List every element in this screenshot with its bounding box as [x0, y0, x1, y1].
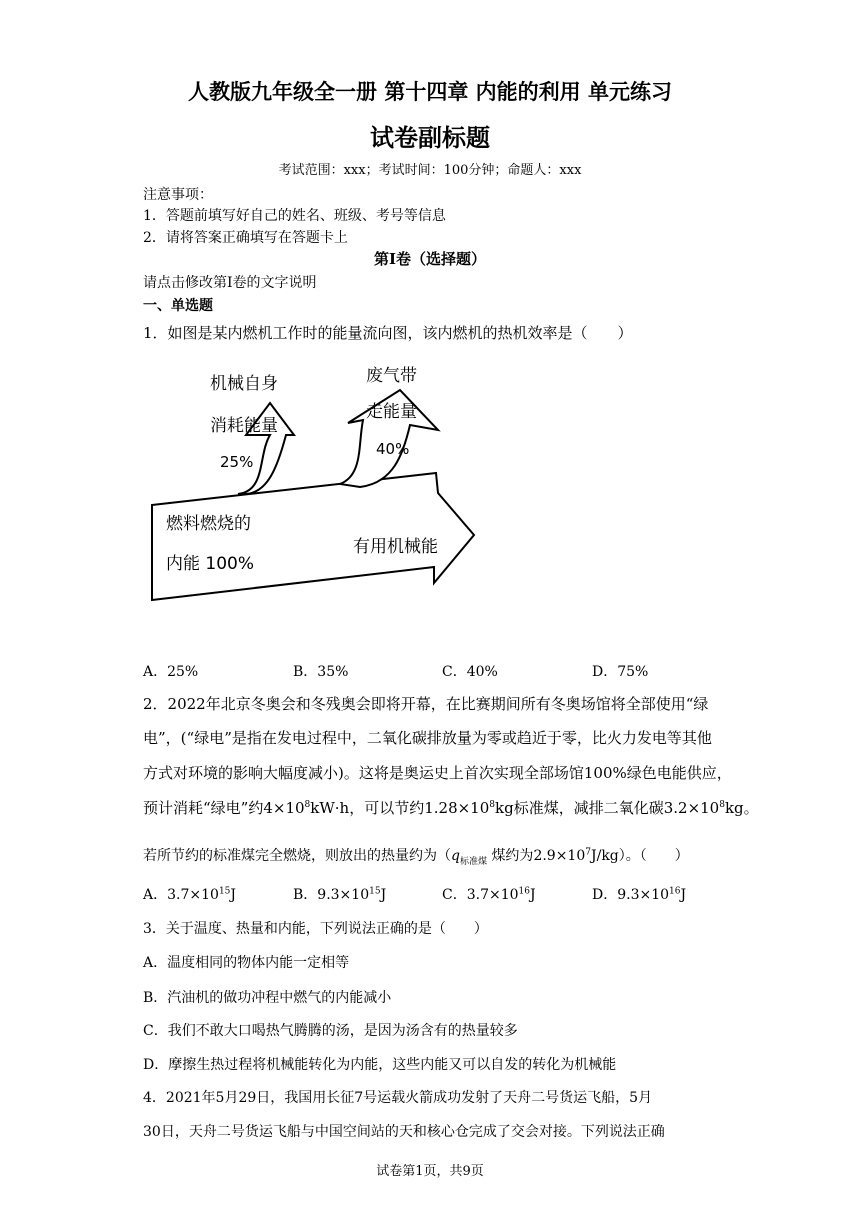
section-title: 第I卷（选择题）: [373, 250, 487, 268]
exhaust-percentage: 40%: [376, 440, 410, 458]
question-2-line3: 方式对环境的影响大幅度减小)。这将是奥运史上首次实现全部场馆100%绿色电能供应，: [143, 764, 732, 782]
notice-heading: 注意事项：: [143, 187, 213, 203]
q3-option-a: A．温度相同的物体内能一定相等: [143, 955, 350, 971]
q3-option-d: D．摩擦生热过程将机械能转化为内能，这些内能又可以自发的转化为机械能: [143, 1057, 617, 1073]
section-description: 请点击修改第I卷的文字说明: [143, 275, 317, 291]
energy-flow-diagram: [148, 355, 488, 610]
q2-option-c: C．$3.7\times 10^{16}J$: [442, 886, 536, 903]
q2-option-b: B．$9.3\times 10^{15}J$: [293, 886, 387, 903]
question-2-line4: 预计消耗“绿电”约$4\times 10^8kW\cdot h$，可以节约$1.28\times 10^8kg$标准煤，减排二氧化碳$3.2\times 10^8kg$。: [143, 799, 759, 817]
notice-item-1: 1．答题前填写好自己的姓名、班级、考号等信息: [143, 208, 446, 224]
question-2-line5: 若所节约的标准煤完全燃烧，则放出的热量约为（$q_{标准煤}$ 煤约为$2.9\times 10^7J/kg$）。（ ）: [143, 847, 689, 867]
question-4-line2: 30日，天舟二号货运飞船与中国空间站的天和核心仓完成了交会对接。下列说法正确: [143, 1124, 665, 1140]
question-4-line1: 4．2021年5月29日，我国用长征7号运载火箭成功发射了天舟二号货运飞船，5月: [143, 1090, 653, 1106]
page-footer: 试卷第1页，共9页: [376, 1164, 484, 1179]
exam-info: 考试范围：xxx；考试时间：100分钟；命题人：xxx: [278, 163, 582, 178]
question-2-line2: 电”，(“绿电”是指在发电过程中，二氧化碳排放量为零或趋近于零，比火力发电等其他: [143, 729, 712, 747]
q3-option-b: B．汽油机的做功冲程中燃气的内能减小: [143, 990, 392, 1006]
self-label-line2: 消耗能量: [210, 416, 278, 436]
self-percentage: 25%: [220, 453, 254, 471]
exam-subtitle: 试卷副标题: [370, 124, 490, 152]
useful-label: 有用机械能: [353, 537, 438, 557]
fuel-label-line1: 燃料燃烧的: [166, 514, 251, 534]
q1-option-a: A．25%: [143, 664, 199, 680]
fuel-label-line2: 内能 100%: [166, 554, 255, 574]
part-heading: 一、单选题: [143, 298, 213, 314]
self-label-line1: 机械自身: [210, 374, 278, 394]
q2-option-d: D．$9.3\times 10^{16}J$: [592, 886, 687, 903]
q1-option-b: B．35%: [293, 664, 349, 680]
question-3-stem: 3．关于温度、热量和内能，下列说法正确的是（ ）: [143, 921, 488, 937]
exam-title: 人教版九年级全一册 第十四章 内能的利用 单元练习: [188, 80, 672, 104]
notice-item-2: 2．请将答案正确填写在答题卡上: [143, 230, 348, 246]
q1-option-d: D．75%: [592, 664, 649, 680]
q2-option-a: A．$3.7\times 10^{15}J$: [143, 886, 237, 903]
q3-option-c: C．我们不敢大口喝热气腾腾的汤，是因为汤含有的热量较多: [143, 1023, 518, 1039]
question-2-line1: 2．2022年北京冬奥会和冬残奥会即将开幕，在比赛期间所有冬奥场馆将全部使用“绿: [143, 695, 709, 713]
exhaust-label-line1: 废气带: [366, 366, 417, 386]
q1-option-c: C．40%: [442, 664, 498, 680]
exhaust-label-line2: 走能量: [366, 402, 417, 422]
question-1-stem: 1．如图是某内燃机工作时的能量流向图，该内燃机的热机效率是（ ）: [143, 324, 633, 342]
